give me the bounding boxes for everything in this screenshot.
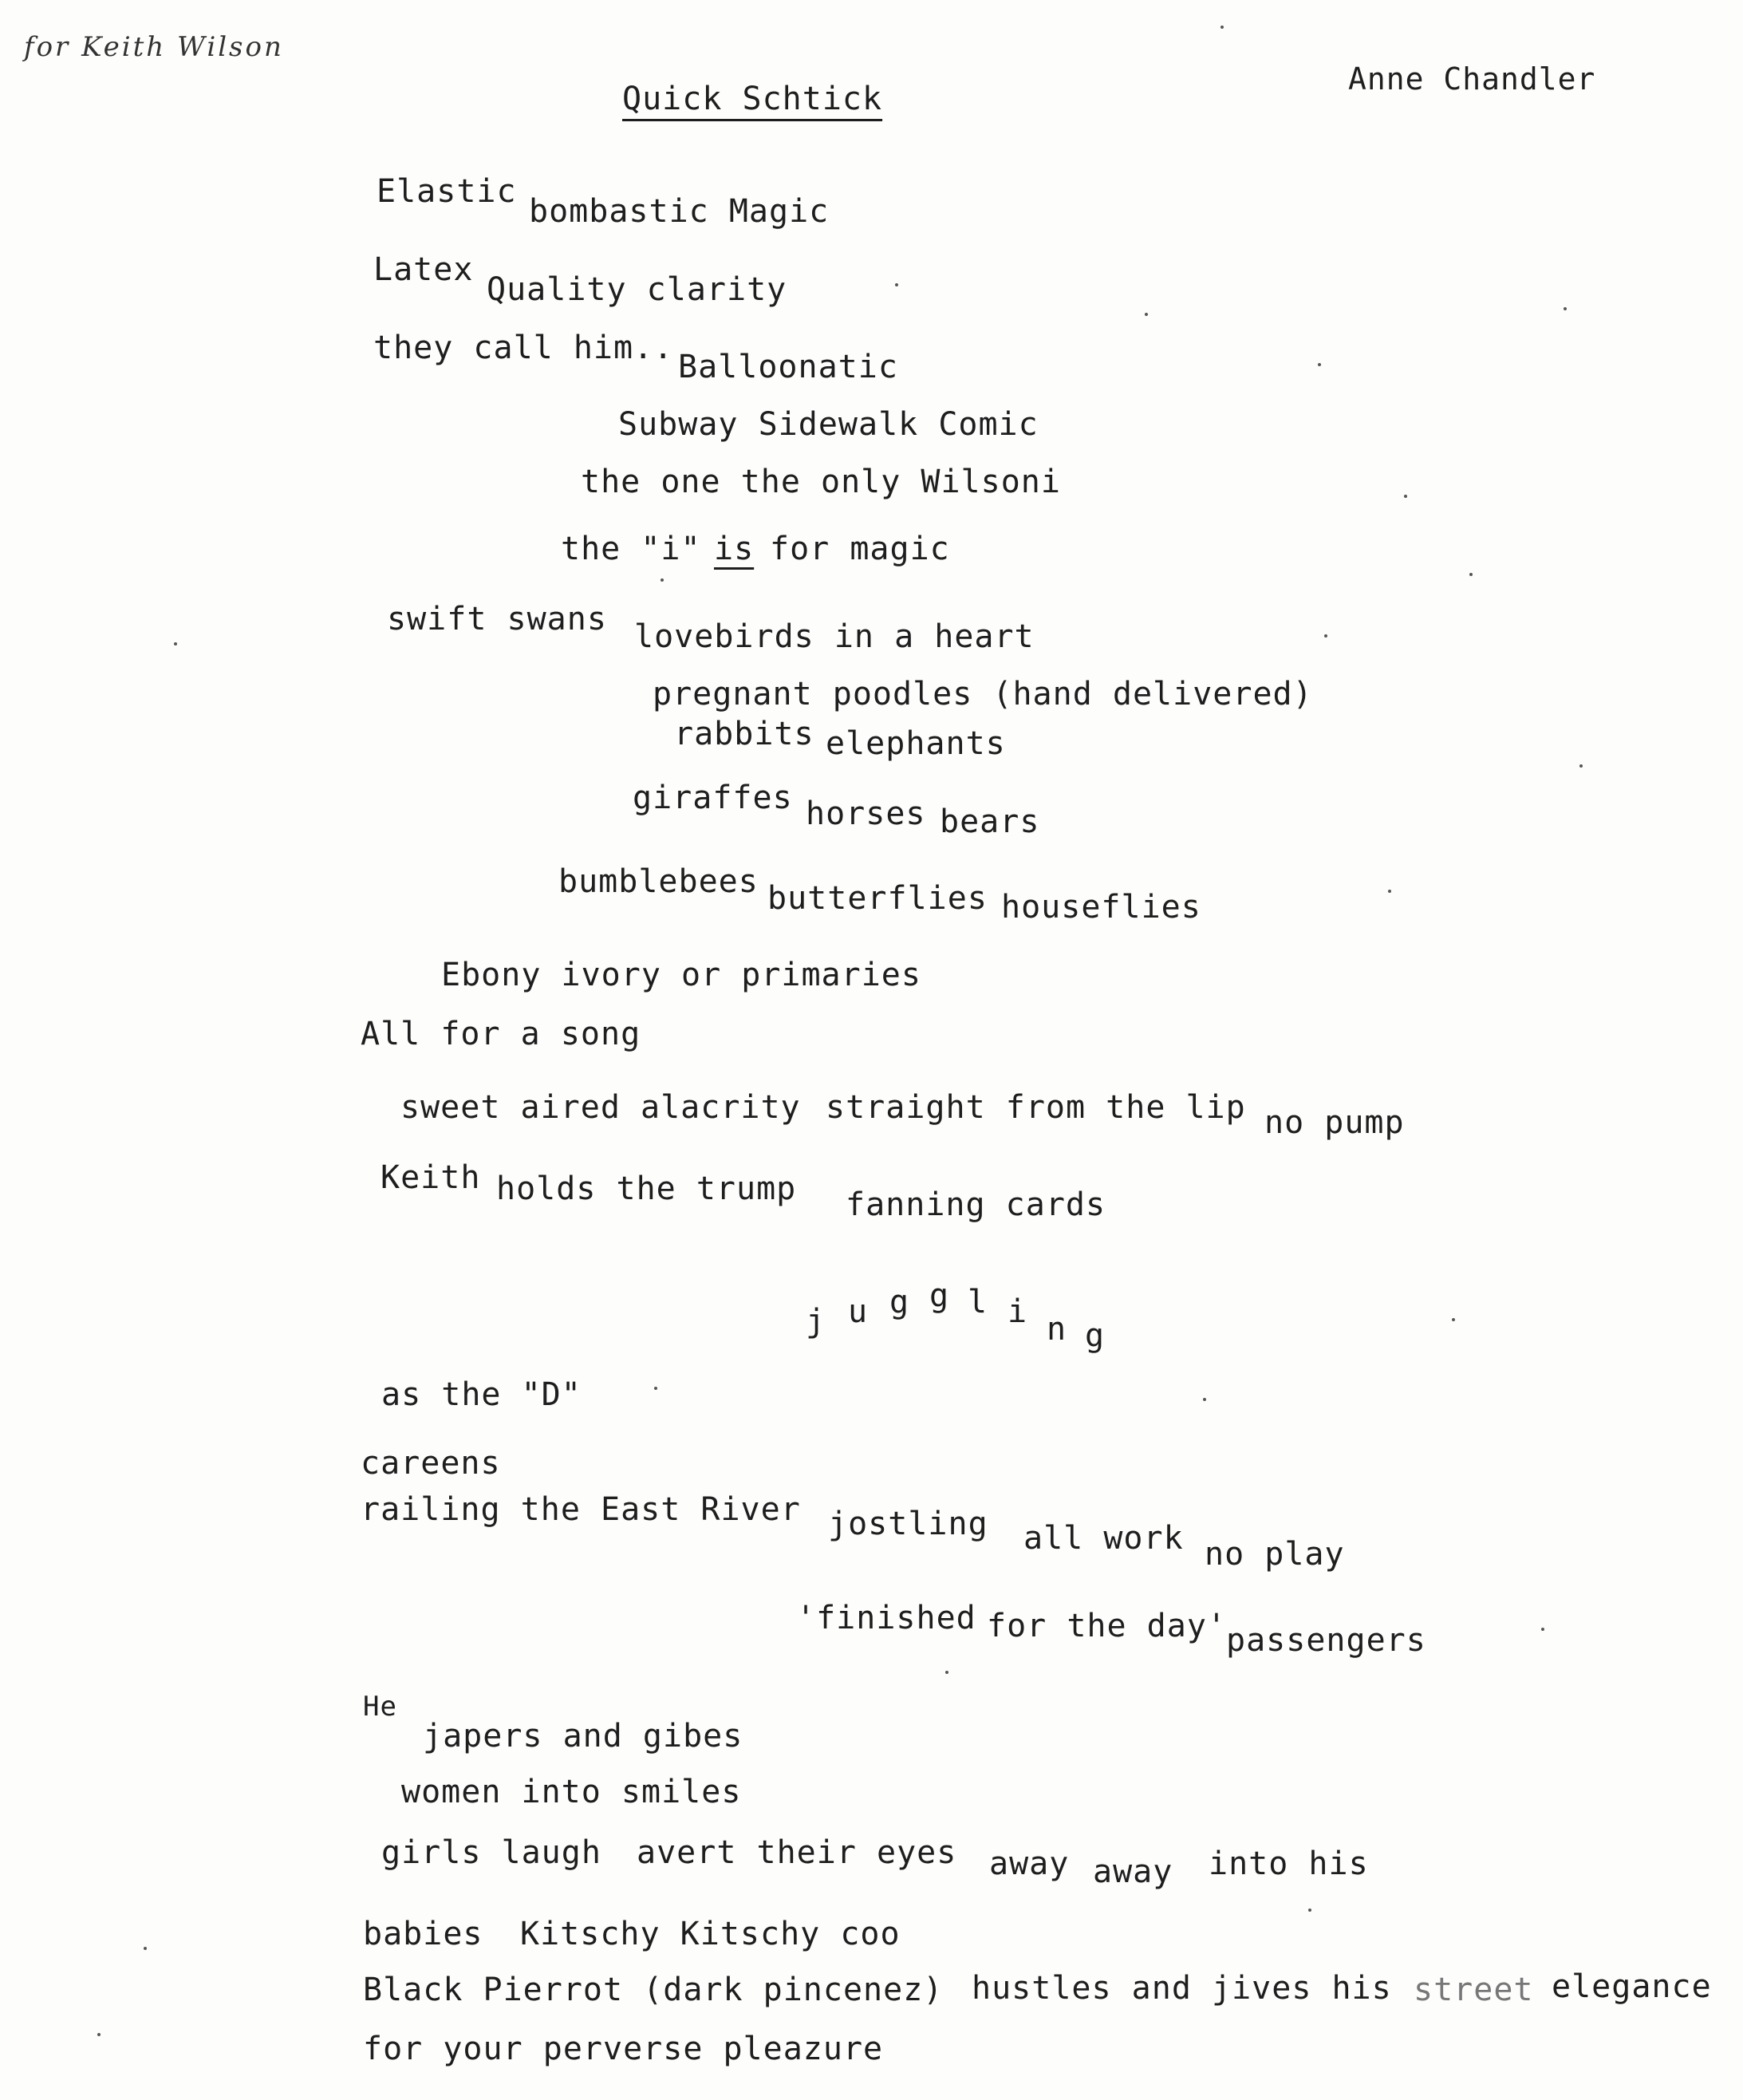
poem-line: babies (363, 1916, 483, 1952)
poem-line: the "i" (561, 531, 701, 567)
poem-line: railing the East River (361, 1491, 801, 1528)
paper-speck (654, 1387, 657, 1390)
paper-speck (1220, 26, 1224, 29)
juggling-letter: g (1085, 1317, 1106, 1354)
poem-line: no pump (1264, 1104, 1405, 1141)
poem-line-underlined: is (714, 531, 755, 567)
juggling-letter: l (968, 1284, 988, 1320)
paper-speck (1469, 573, 1473, 576)
paper-speck (1452, 1318, 1455, 1321)
poem-line: no play (1205, 1536, 1345, 1573)
paper-speck (97, 2033, 101, 2036)
handwritten-annotation: for Keith Wilson (24, 31, 284, 63)
poem-line: avert their eyes (637, 1834, 957, 1871)
poem-line: lovebirds in a heart (634, 618, 1035, 655)
poem-line: He (363, 1691, 397, 1723)
poem-line: Black Pierrot (dark pincenez) (363, 1972, 944, 2008)
poem-line: sweet aired alacrity (400, 1089, 801, 1126)
paper-speck (1145, 313, 1148, 316)
poem-line: houseflies (1001, 889, 1201, 926)
paper-speck (945, 1671, 948, 1674)
poem-line: butterflies (767, 880, 988, 917)
poem-line: the one the only Wilsoni (581, 464, 1061, 500)
poem-line: All for a song (361, 1016, 641, 1052)
poem-line: careens (361, 1445, 501, 1482)
paper-speck (1324, 634, 1327, 638)
poem-line: passengers (1226, 1622, 1426, 1659)
poem-line: Balloonatic (678, 349, 898, 385)
poem-line: bears (940, 803, 1040, 840)
poem-line: horses (806, 795, 926, 832)
paper-speck (1541, 1628, 1544, 1631)
poem-line: straight from the lip (826, 1089, 1246, 1126)
poem-line: 'finished (796, 1600, 976, 1636)
juggling-letter: n (1047, 1311, 1067, 1348)
poem-line: for magic (770, 531, 950, 567)
poem-line: Kitschy Kitschy coo (520, 1916, 901, 1952)
juggling-letter: i (1008, 1293, 1028, 1330)
poem-line: hustles and jives his (972, 1970, 1392, 2007)
juggling-letter: j (806, 1303, 826, 1340)
poem-line: rabbits (674, 716, 814, 752)
poem-line: elephants (826, 725, 1006, 762)
poem-line: giraffes (633, 780, 793, 816)
paper-speck (1579, 764, 1583, 768)
paper-speck (1388, 890, 1391, 893)
poem-line-faded: street (1414, 1972, 1534, 2008)
poem-line: women into smiles (401, 1774, 742, 1810)
poem-line: fanning cards (846, 1186, 1106, 1223)
poem-title: Quick Schtick (622, 81, 883, 117)
paper-speck (895, 283, 898, 286)
poem-line: away (989, 1845, 1070, 1882)
paper-speck (1203, 1398, 1206, 1401)
paper-speck (1404, 495, 1407, 498)
poem-line: they call him.. (373, 330, 674, 366)
poem-line: swift swans (387, 601, 607, 638)
juggling-letter: g (929, 1277, 950, 1314)
poem-line: as the "D" (381, 1376, 582, 1413)
poem-line: Subway Sidewalk Comic (618, 406, 1039, 443)
author-name: Anne Chandler (1348, 61, 1596, 97)
poem-line: away (1093, 1853, 1173, 1890)
poem-line: Ebony ivory or primaries (441, 957, 921, 993)
juggling-letter: g (889, 1284, 910, 1320)
poem-line: bombastic Magic (529, 193, 830, 230)
paper-speck (144, 1947, 147, 1950)
paper-speck (661, 578, 664, 582)
poem-line: girls laugh (381, 1834, 601, 1871)
poem-line: into his (1209, 1845, 1369, 1882)
poem-line: Latex (373, 251, 474, 288)
poem-line: for the day' (987, 1608, 1227, 1644)
poem-line: holds the trump (496, 1170, 797, 1207)
poem-line: jostling (828, 1506, 988, 1542)
poem-line: Elastic (377, 173, 517, 210)
paper-speck (1308, 1909, 1311, 1912)
poem-line: pregnant poodles (hand delivered) (653, 676, 1313, 712)
poem-line: for your perverse pleazure (363, 2031, 884, 2067)
poem-line: Quality clarity (487, 271, 787, 308)
poem-line: Keith (381, 1159, 481, 1196)
poem-line: elegance (1552, 1968, 1712, 2005)
poem-line: japers and gibes (423, 1718, 743, 1755)
paper-speck (174, 642, 177, 645)
paper-speck (1318, 363, 1321, 366)
paper-speck (1564, 307, 1567, 310)
juggling-letter: u (848, 1293, 869, 1330)
poem-line: all work (1023, 1520, 1184, 1557)
poem-line: bumblebees (558, 863, 759, 900)
